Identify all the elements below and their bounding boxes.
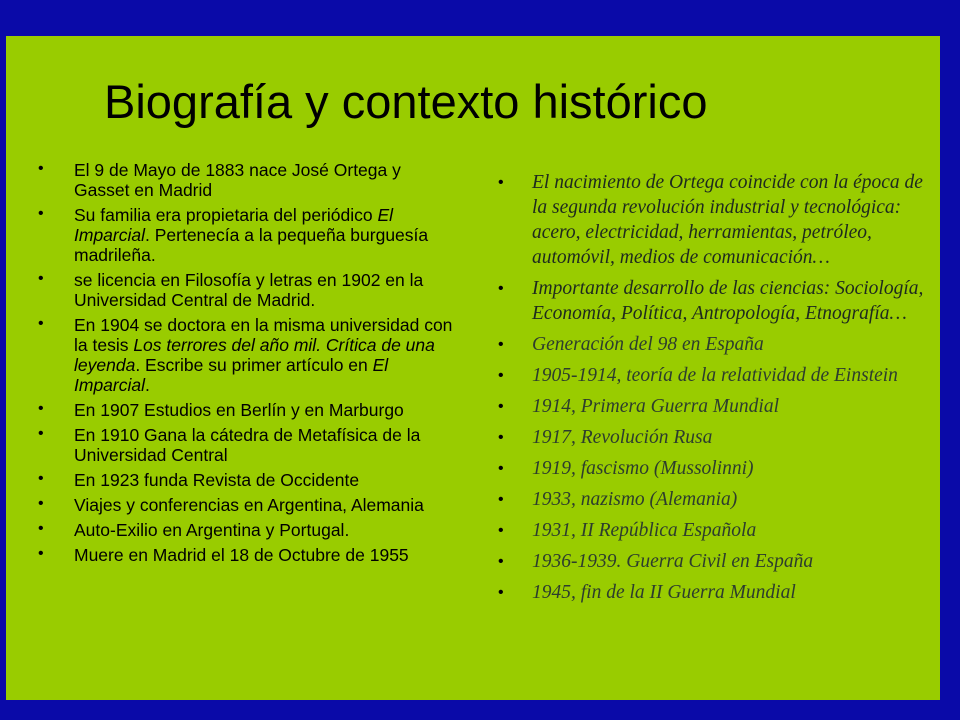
bullet-icon: • xyxy=(498,553,504,570)
item-text: . Pertenecía a la pequeña burguesía madrileña. xyxy=(74,225,429,265)
bullet-icon: • xyxy=(498,429,504,446)
item-text: En 1907 Estudios en Berlín y en Marburgo xyxy=(74,400,404,420)
context-item xyxy=(492,549,932,574)
bullet-icon: • xyxy=(38,520,44,537)
context-item xyxy=(492,276,932,326)
bullet-icon: • xyxy=(38,425,44,442)
item-text: En 1923 funda Revista de Occidente xyxy=(74,470,360,490)
biography-item xyxy=(36,425,456,465)
slide-title: Biografía y contexto histórico xyxy=(104,75,708,128)
bullet-icon: • xyxy=(38,160,44,177)
bullet-icon: • xyxy=(38,495,44,512)
item-text: Su familia era propietaria del periódico xyxy=(74,205,378,225)
item-text: . Escribe su primer artículo en xyxy=(135,355,373,375)
biography-item xyxy=(36,315,456,395)
italic-text: El Imparcial xyxy=(74,205,394,245)
bullet-icon: • xyxy=(498,280,504,297)
biography-item xyxy=(36,470,456,490)
item-text: Generación del 98 en España xyxy=(532,334,764,355)
bullet-icon: • xyxy=(498,491,504,508)
bullet-icon: • xyxy=(38,205,44,222)
context-item xyxy=(492,487,932,512)
item-text: Importante desarrollo de las ciencias: Sociología, Economía, Política, Antropología, Etnografía… xyxy=(532,278,924,324)
item-text: Viajes y conferencias en Argentina, Alemania xyxy=(74,495,424,515)
biography-item xyxy=(36,205,456,265)
item-text: . xyxy=(145,375,150,395)
item-text: Auto-Exilio en Argentina y Portugal. xyxy=(74,520,350,540)
item-text: 1917, Revolución Rusa xyxy=(532,427,713,448)
item-text: Muere en Madrid el 18 de Octubre de 1955 xyxy=(74,545,409,565)
bullet-icon: • xyxy=(38,470,44,487)
item-text: 1914, Primera Guerra Mundial xyxy=(532,396,779,417)
biography-item xyxy=(36,160,456,200)
item-text: 1945, fin de la II Guerra Mundial xyxy=(532,582,796,603)
bullet-icon: • xyxy=(498,367,504,384)
bullet-icon: • xyxy=(38,545,44,562)
context-item xyxy=(492,394,932,419)
bullet-icon: • xyxy=(498,336,504,353)
biography-item xyxy=(36,495,456,515)
bullet-icon: • xyxy=(498,584,504,601)
bullet-icon: • xyxy=(38,315,44,332)
historical-context-list xyxy=(492,170,932,611)
biography-item xyxy=(36,545,456,565)
biography-item xyxy=(36,270,456,310)
context-item xyxy=(492,580,932,605)
item-text: 1931, II República Española xyxy=(532,520,757,541)
italic-text: El Imparcial xyxy=(74,355,389,395)
bullet-icon: • xyxy=(38,400,44,417)
bullet-icon: • xyxy=(498,398,504,415)
item-text: se licencia en Filosofía y letras en 1902 en la Universidad Central de Madrid. xyxy=(74,270,424,310)
item-text: El nacimiento de Ortega coincide con la época de la segunda revolución industrial y tecnológica: acero, electricidad, herramientas, petróleo, automóvil, medios de comunicación… xyxy=(532,172,923,268)
italic-text: Los terrores del año mil. Crítica de una leyenda xyxy=(74,335,435,375)
item-text: En 1910 Gana la cátedra de Metafísica de la Universidad Central xyxy=(74,425,421,465)
slide xyxy=(6,36,940,700)
biography-item xyxy=(36,520,456,540)
biography-item xyxy=(36,400,456,420)
item-text: En 1904 se doctora en la misma universidad con la tesis xyxy=(74,315,453,355)
context-item xyxy=(492,425,932,450)
item-text: El 9 de Mayo de 1883 nace José Ortega y Gasset en Madrid xyxy=(74,160,401,200)
bullet-icon: • xyxy=(498,460,504,477)
item-text: 1933, nazismo (Alemania) xyxy=(532,489,738,510)
item-text: 1919, fascismo (Mussolinni) xyxy=(532,458,754,479)
context-item xyxy=(492,518,932,543)
context-item xyxy=(492,170,932,270)
item-text: 1905-1914, teoría de la relatividad de Einstein xyxy=(532,365,898,386)
biography-list xyxy=(36,160,456,570)
bullet-icon: • xyxy=(498,522,504,539)
item-text: 1936-1939. Guerra Civil en España xyxy=(532,551,814,572)
bullet-icon: • xyxy=(38,270,44,287)
context-item xyxy=(492,456,932,481)
context-item xyxy=(492,332,932,357)
bullet-icon: • xyxy=(498,174,504,191)
context-item xyxy=(492,363,932,388)
